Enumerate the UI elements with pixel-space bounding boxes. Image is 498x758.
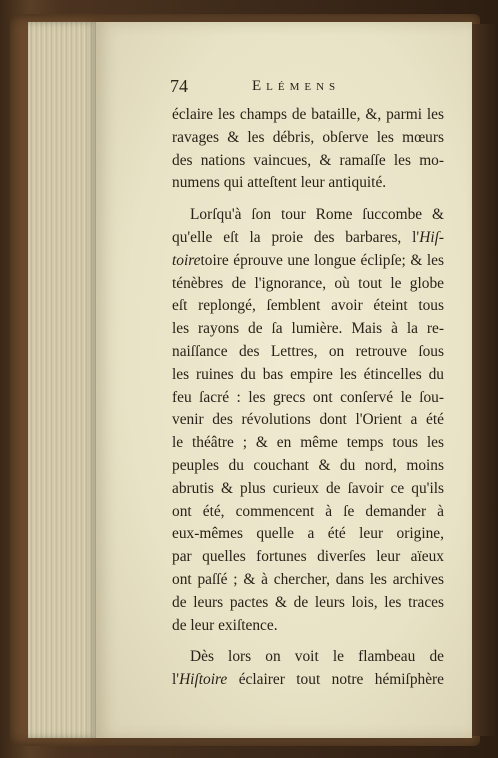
text-line: éclaire les champs de bataille, &, parmi les bbox=[172, 106, 444, 123]
text-segment: qu'elle eſt la proie des barbares, l' bbox=[172, 228, 420, 246]
text-line: Dès lors on voit le flambeau de bbox=[190, 648, 444, 666]
text-segment: l' bbox=[172, 671, 180, 689]
text-line: les ruines du bas empire les étincelles du bbox=[172, 365, 444, 383]
text-segment: toire éprouve une longue éclipſe; & les bbox=[200, 251, 444, 269]
text-line: eſt replongé, ſemblent avoir éteint tous bbox=[172, 297, 444, 315]
text-line: ont paſſé ; & à chercher, dans les archives bbox=[172, 570, 444, 588]
text-line bbox=[172, 250, 444, 273]
text-line: ravages & les débris, obſerve les mœurs bbox=[172, 128, 444, 146]
text-line: des nations vaincues, & ramaſſe les mo- bbox=[172, 151, 444, 169]
paragraph-3 bbox=[172, 646, 444, 692]
paragraph-2 bbox=[172, 204, 444, 637]
paragraph-1 bbox=[172, 104, 444, 195]
text-line: abrutis & plus curieux de ſavoir ce qu'ils bbox=[172, 479, 444, 497]
text-line: le théâtre ; & en même temps tous les bbox=[172, 434, 444, 452]
italic-word: Hiſ- bbox=[419, 228, 444, 246]
text-line: peuples du couchant & du nord, moins bbox=[172, 456, 444, 474]
text-line: eux-mêmes quelle a été leur origine, bbox=[172, 525, 444, 543]
text-line: naiſſance des Lettres, on retrouve ſous bbox=[172, 342, 444, 360]
text-line: les rayons de ſa lumière. Mais à la re- bbox=[172, 320, 444, 338]
text-line: numens qui atteſtent leur antiquité. bbox=[172, 174, 387, 192]
italic-word: Hiſtoire bbox=[179, 671, 228, 689]
text-line bbox=[172, 669, 444, 692]
text-line: ont été, commencent à ſe demander à bbox=[172, 502, 444, 520]
text-line: de leur exiſtence. bbox=[172, 616, 278, 634]
text-line: ténèbres de l'ignorance, où tout le globe bbox=[172, 274, 444, 292]
text-line: par quelles fortunes diverſes leur aïeux bbox=[172, 548, 444, 566]
text-segment: éclairer tout notre hémiſphère bbox=[227, 671, 444, 689]
text-line: Lorſqu'à ſon tour Rome ſuccombe & bbox=[190, 206, 444, 224]
text-line: feu ſacré : les grecs ont conſervé le ſou- bbox=[172, 388, 444, 406]
page-number: 74 bbox=[170, 76, 188, 96]
text-line bbox=[172, 227, 444, 250]
text-line: de leurs pactes & de leurs lois, les traces bbox=[172, 593, 444, 611]
body-text bbox=[172, 104, 444, 692]
page-header bbox=[170, 76, 430, 100]
text-line: venir des révolutions dont l'Orient a été bbox=[172, 411, 444, 429]
running-title: Elémens bbox=[252, 78, 341, 94]
italic-word: toire bbox=[172, 251, 201, 269]
book-binding-right bbox=[472, 24, 498, 736]
